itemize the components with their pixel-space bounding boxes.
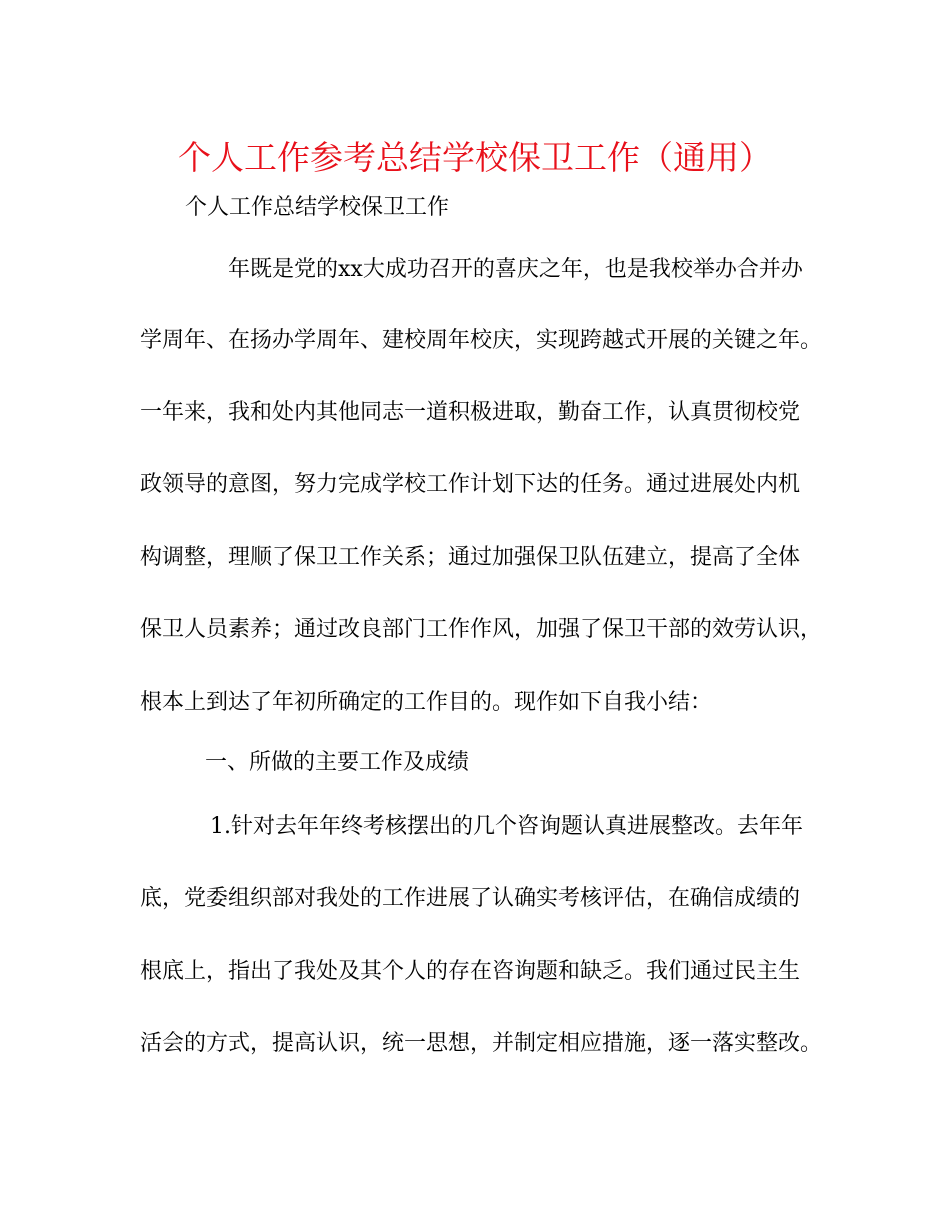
paragraph-line: 根底上，指出了我处及其个人的存在咨询题和缺乏。我们通过民主生 [140, 959, 801, 984]
paragraph-line: 年既是党的xx大成功召开的喜庆之年，也是我校举办合并办 [228, 257, 803, 282]
section-heading: 一、所做的主要工作及成绩 [205, 750, 470, 775]
paragraph-line: 保卫人员素养；通过改良部门工作作风，加强了保卫干部的效劳认识， [140, 617, 823, 642]
paragraph-line: 底，党委组织部对我处的工作进展了认确实考核评估，在确信成绩的 [140, 886, 801, 911]
paragraph-line: 学周年、在扬办学周年、建校周年校庆，实现跨越式开展的关键之年。 [140, 328, 823, 353]
paragraph-line: 构调整，理顺了保卫工作关系；通过加强保卫队伍建立，提高了全体 [140, 545, 801, 570]
paragraph-line: 一年来，我和处内其他同志一道积极进取，勤奋工作，认真贯彻校党 [140, 400, 801, 425]
paragraph-line: 1.针对去年年终考核摆出的几个咨询题认真进展整改。去年年 [210, 814, 803, 839]
paragraph-line: 政领导的意图，努力完成学校工作计划下达的任务。通过进展处内机 [140, 472, 801, 497]
paragraph-line: 根本上到达了年初所确定的工作目的。现作如下自我小结： [140, 690, 713, 715]
document-title: 个人工作参考总结学校保卫工作（通用） [178, 138, 772, 177]
document-subtitle: 个人工作总结学校保卫工作 [185, 195, 450, 220]
paragraph-line: 活会的方式，提高认识，统一思想，并制定相应措施，逐一落实整改。 [140, 1031, 823, 1056]
